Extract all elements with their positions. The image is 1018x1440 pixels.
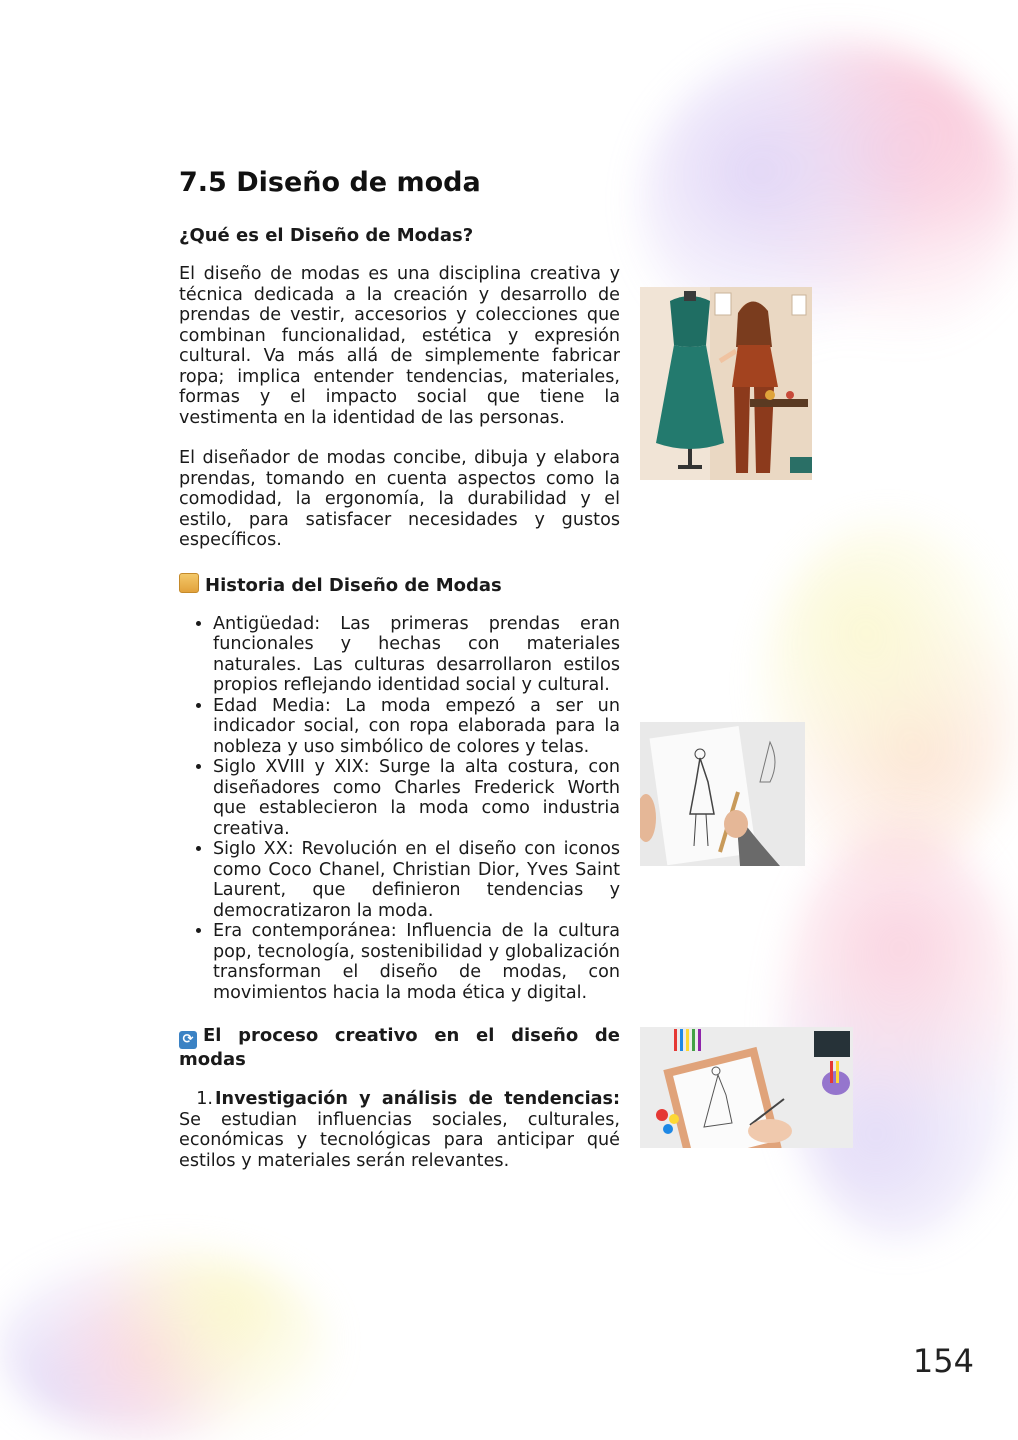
design-desk-photo	[640, 1027, 853, 1148]
list-item: • Era contemporánea: Influencia de la cultura pop, tecnología, sostenibilidad y globalización transforman el diseño de modas, con movimientos hacia la moda ética y digital.	[213, 921, 620, 1003]
section-title: 7.5 Diseño de moda	[179, 167, 481, 198]
watercolor-splash-bottom-left	[0, 1250, 330, 1440]
step-text: Se estudian influencias sociales, culturales, económicas y tecnológicas para anticipar qué estilos y materiales serán relevantes.	[179, 1109, 620, 1171]
list-item: • Antigüedad: Las primeras prendas eran funcionales y hechas con materiales naturales. Las culturas desarrollaron estilos propios reflejando identidad social y cultural.	[213, 614, 620, 696]
step-number: 1.	[196, 1089, 213, 1109]
designer-with-dress-illustration	[640, 287, 812, 480]
page-number: 154	[912, 1342, 974, 1380]
list-item: • Edad Media: La moda empezó a ser un indicador social, con ropa elaborada para la nobleza y uso simbólico de colores y telas.	[213, 696, 620, 758]
process-step	[179, 1089, 620, 1171]
cycle-icon: ⟳	[179, 1031, 197, 1049]
fashion-sketch-photo	[640, 722, 805, 866]
process-heading-text: El proceso creativo en el diseño de modas	[179, 1025, 620, 1070]
process-steps	[179, 1089, 620, 1171]
page-content	[179, 165, 620, 1171]
history-heading-text: Historia del Diseño de Modas	[205, 574, 502, 596]
history-list	[179, 614, 620, 1004]
history-heading	[179, 573, 620, 597]
what-is-heading: ¿Qué es el Diseño de Modas?	[179, 225, 474, 246]
step-title: Investigación y análisis de tendencias:	[215, 1089, 620, 1109]
what-is-paragraph-1: El diseño de modas es una disciplina creativa y técnica dedicada a la creación y desarrollo de prendas de vestir, accesorios y colecciones que combinan funcionalidad, estética y expresión cultural. Va más allá de simplemente fabricar ropa; implica entender tendencias, materiales, formas y el impacto social que tiene la vestimenta en la identidad de las personas.	[179, 264, 620, 428]
scroll-icon	[179, 573, 199, 593]
list-item: • Siglo XX: Revolución en el diseño con iconos como Coco Chanel, Christian Dior, Yves Saint Laurent, que definieron tendencias y democratizaron la moda.	[213, 839, 620, 921]
list-item: • Siglo XVIII y XIX: Surge la alta costura, con diseñadores como Charles Frederick Worth que establecieron la moda como industria creativa.	[213, 757, 620, 839]
process-heading	[179, 1025, 620, 1070]
what-is-paragraph-2: El diseñador de modas concibe, dibuja y elabora prendas, tomando en cuenta aspectos como la comodidad, la ergonomía, la durabilidad y el estilo, para satisfacer necesidades y gustos específicos.	[179, 448, 620, 550]
